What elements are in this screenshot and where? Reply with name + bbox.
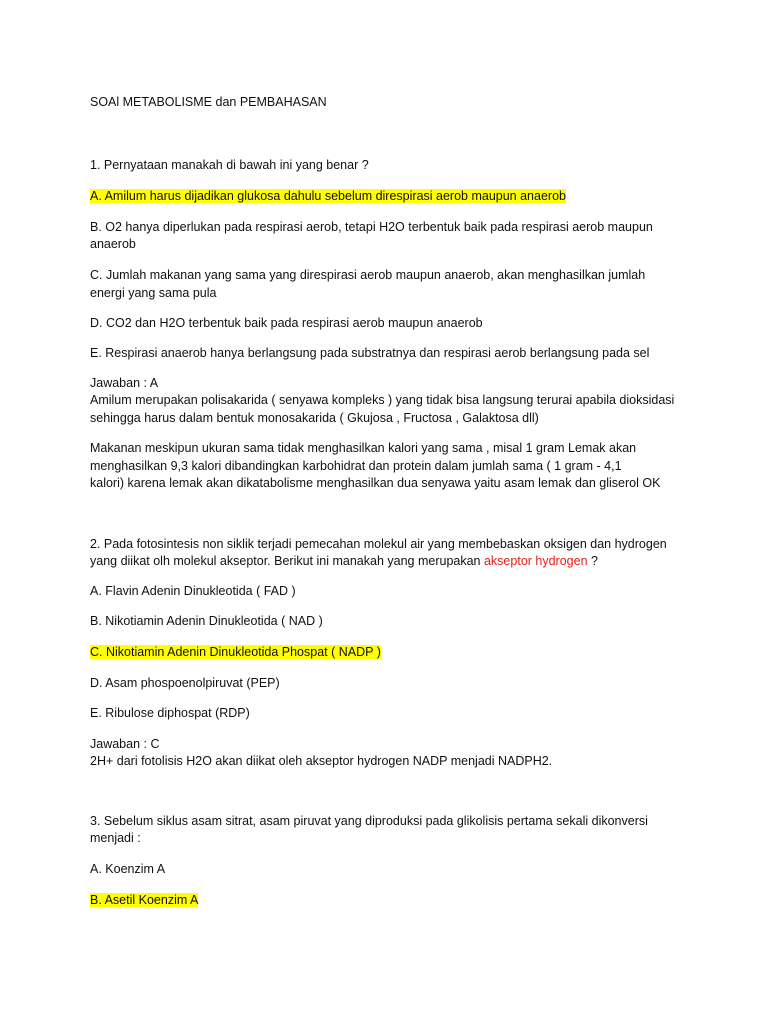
q2-question-line2: [90, 552, 598, 570]
q2-option-d: D. Asam phospoenolpiruvat (PEP): [90, 676, 280, 690]
q3-option-b: [90, 891, 198, 909]
q2-option-c: [90, 643, 381, 661]
q1-option-c-line2: energi yang sama pula: [90, 286, 217, 300]
q1-explanation-2-line2: menghasilkan 9,3 kalori dibandingkan karbohidrat dan protein dalam jumlah sama ( 1 gram - 4,1: [90, 459, 622, 473]
q3-question-line2: menjadi :: [90, 831, 141, 845]
q1-option-a: [90, 187, 566, 205]
q2-option-e: E. Ribulose diphospat (RDP): [90, 706, 250, 720]
q1-explanation-2-line1: Makanan meskipun ukuran sama tidak menghasilkan kalori yang sama , misal 1 gram Lemak akan: [90, 441, 637, 455]
q1-option-b-line1: B. O2 hanya diperlukan pada respirasi aerob, tetapi H2O terbentuk baik pada respirasi aerob maupun: [90, 220, 653, 234]
q1-option-c-line1: C. Jumlah makanan yang sama yang direspirasi aerob maupun anaerob, akan menghasilkan jumlah: [90, 268, 646, 282]
q2-explanation: 2H+ dari fotolisis H2O akan diikat oleh akseptor hydrogen NADP menjadi NADPH2.: [90, 754, 553, 768]
q1-explanation-2-line3: kalori) karena lemak akan dikatabolisme menghasilkan dua senyawa yaitu asam lemak dan gliserol OK: [90, 476, 661, 490]
red-emphasis-text: akseptor hydrogen: [483, 554, 588, 568]
q1-option-d: D. CO2 dan H2O terbentuk baik pada respirasi aerob maupun anaerob: [90, 316, 483, 330]
q1-explanation-1-line1: Amilum merupakan polisakarida ( senyawa kompleks ) yang tidak bisa langsung terurai apabila dioksidasi: [90, 393, 675, 407]
q2-option-a: A. Flavin Adenin Dinukleotida ( FAD ): [90, 584, 296, 598]
q3-question-line1: 3. Sebelum siklus asam sitrat, asam piruvat yang diproduksi pada glikolisis pertama sekali dikonversi: [90, 814, 648, 828]
q3-option-a: A. Koenzim A: [90, 862, 166, 876]
q2-option-b: B. Nikotiamin Adenin Dinukleotida ( NAD ): [90, 614, 323, 628]
q1-option-b-line2: anaerob: [90, 237, 136, 251]
q1-answer: Jawaban : A: [90, 376, 159, 390]
q2-question-line1: 2. Pada fotosintesis non siklik terjadi pemecahan molekul air yang membebaskan oksigen dan hydrogen: [90, 537, 667, 551]
highlight-answer-c: C. Nikotiamin Adenin Dinukleotida Phospat ( NADP ): [90, 645, 381, 659]
highlight-answer-a: A. Amilum harus dijadikan glukosa dahulu sebelum direspirasi aerob maupun anaerob: [90, 189, 566, 203]
q1-explanation-1-line2: sehingga harus dalam bentuk monosakarida ( Gkujosa , Fructosa , Galaktosa dll): [90, 411, 539, 425]
highlight-answer-b: B. Asetil Koenzim A: [90, 893, 199, 907]
q2-question-end: ?: [587, 554, 598, 568]
q1-question: 1. Pernyataan manakah di bawah ini yang benar ?: [90, 158, 369, 172]
q2-question-text: yang diikat olh molekul akseptor. Berikut ini manakah yang merupakan: [90, 554, 484, 568]
q1-option-e: E. Respirasi anaerob hanya berlangsung pada substratnya dan respirasi aerob berlangsung pada sel: [90, 346, 650, 360]
q2-answer: Jawaban : C: [90, 737, 160, 751]
document-title: SOAl METABOLISME dan PEMBAHASAN: [90, 95, 327, 109]
